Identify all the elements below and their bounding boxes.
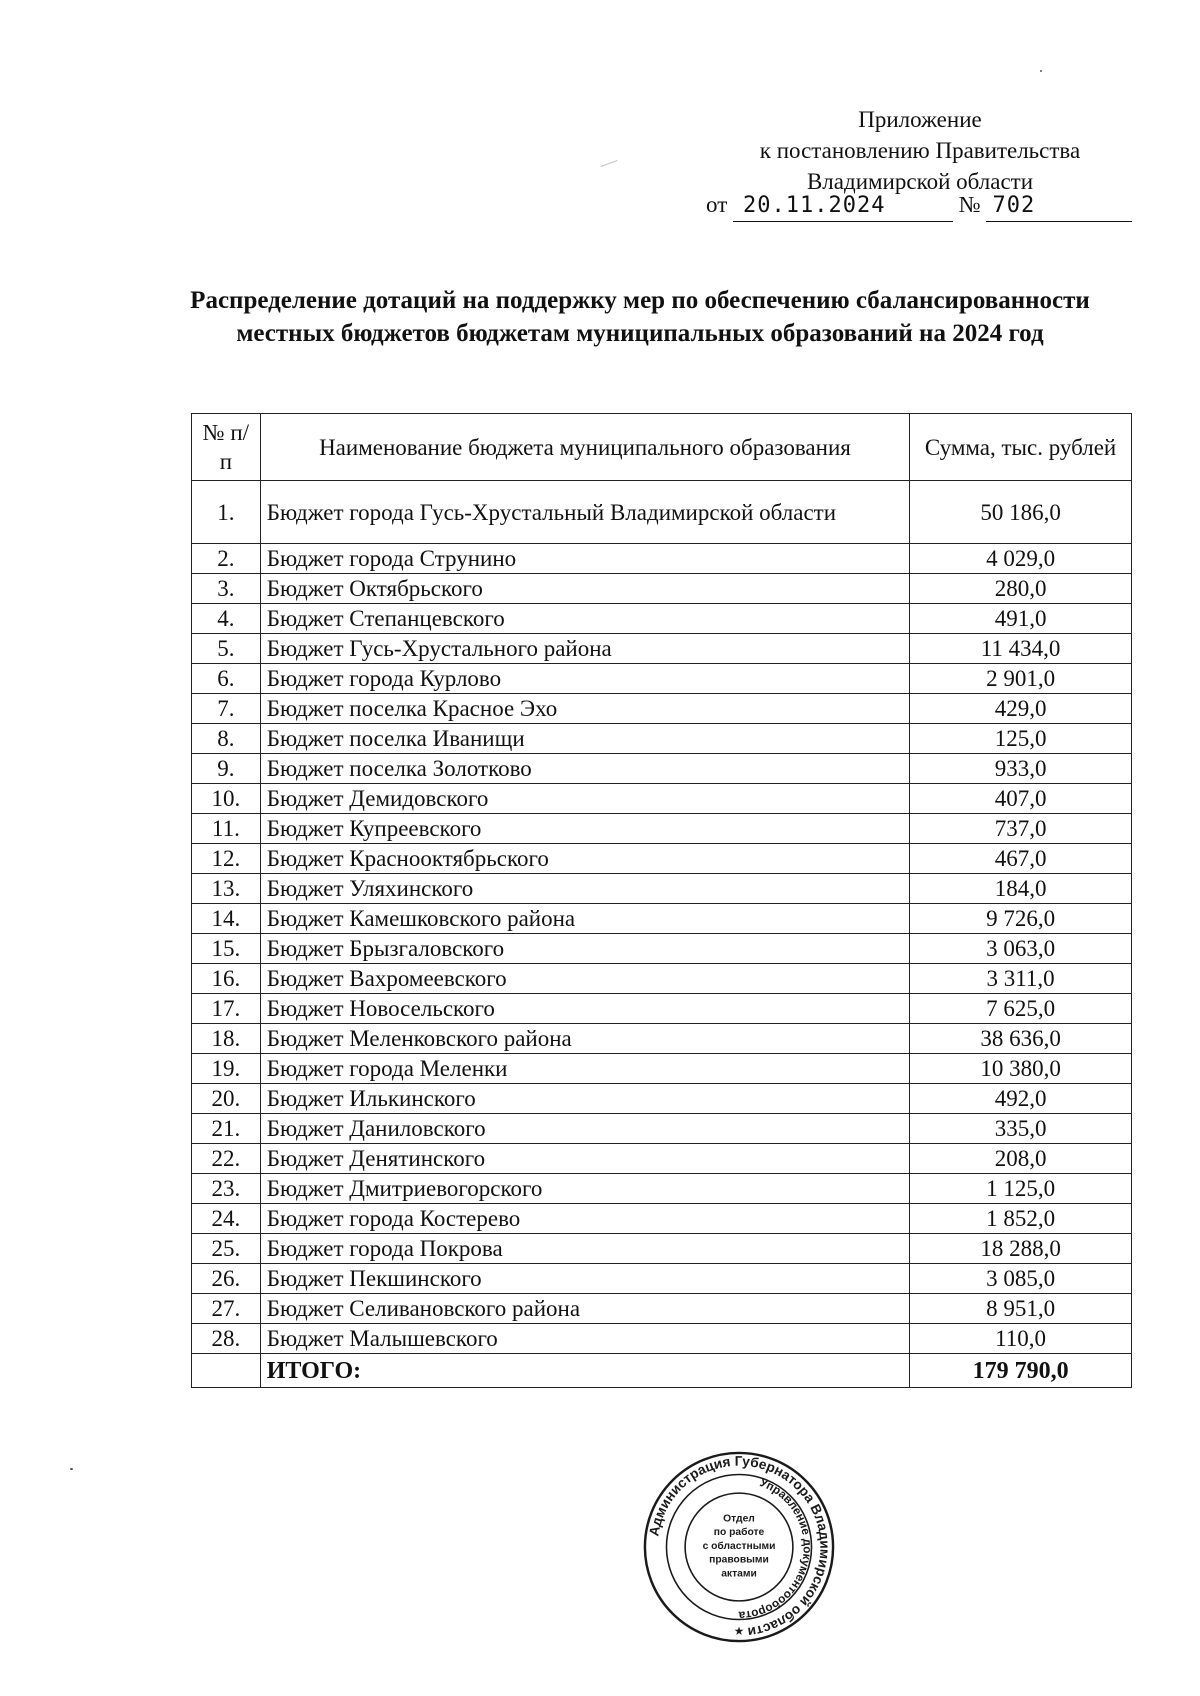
- appendix-label: Приложение: [858, 107, 982, 132]
- row-number: 24.: [192, 1204, 261, 1234]
- row-sum: 208,0: [910, 1144, 1132, 1174]
- row-sum: 467,0: [910, 844, 1132, 874]
- table-row: [192, 1204, 1132, 1234]
- table-row: [192, 1324, 1132, 1354]
- row-name: Бюджет Илькинского: [260, 1084, 909, 1114]
- row-name: Бюджет Брызгаловского: [260, 934, 909, 964]
- row-sum: 933,0: [910, 754, 1132, 784]
- table-row: [192, 1114, 1132, 1144]
- row-number: 22.: [192, 1144, 261, 1174]
- region-name: Владимирской области: [806, 169, 1034, 194]
- row-name: Бюджет Гусь-Хрустального района: [260, 634, 909, 664]
- row-sum: 4 029,0: [910, 544, 1132, 574]
- row-number: 12.: [192, 844, 261, 874]
- row-number: 18.: [192, 1024, 261, 1054]
- header-no: № п/п: [192, 414, 261, 481]
- table-row: [192, 1144, 1132, 1174]
- header-name: Наименование бюджета муниципального образования: [260, 414, 909, 481]
- row-number: 5.: [192, 634, 261, 664]
- stamp-ring-inner: Управление документооборота: [738, 1476, 814, 1622]
- row-sum: 3 063,0: [910, 934, 1132, 964]
- row-sum: 110,0: [910, 1324, 1132, 1354]
- row-name: Бюджет Демидовского: [260, 784, 909, 814]
- number-label: №: [958, 192, 981, 217]
- table-row: [192, 634, 1132, 664]
- from-label: от: [706, 192, 728, 217]
- row-name: Бюджет Меленковского района: [260, 1024, 909, 1054]
- row-name: Бюджет Октябрьского: [260, 574, 909, 604]
- row-name: Бюджет Денятинского: [260, 1144, 909, 1174]
- row-name: Бюджет Дмитриевогорского: [260, 1174, 909, 1204]
- row-sum: 407,0: [910, 784, 1132, 814]
- table-row: [192, 754, 1132, 784]
- row-name: Бюджет города Гусь-Хрустальный Владимирской области: [260, 481, 909, 544]
- row-sum: 3 311,0: [910, 964, 1132, 994]
- row-name: Бюджет Краснооктябрьского: [260, 844, 909, 874]
- row-sum: 1 852,0: [910, 1204, 1132, 1234]
- table-row: [192, 664, 1132, 694]
- row-sum: 184,0: [910, 874, 1132, 904]
- row-name: Бюджет Вахромеевского: [260, 964, 909, 994]
- row-number: 2.: [192, 544, 261, 574]
- total-no-cell: [192, 1354, 261, 1388]
- row-number: 21.: [192, 1114, 261, 1144]
- row-name: Бюджет города Меленки: [260, 1054, 909, 1084]
- row-number: 19.: [192, 1054, 261, 1084]
- row-sum: 18 288,0: [910, 1234, 1132, 1264]
- stamp-center-line: Отдел: [723, 1513, 755, 1525]
- row-number: 20.: [192, 1084, 261, 1114]
- row-sum: 335,0: [910, 1114, 1132, 1144]
- row-name: Бюджет Степанцевского: [260, 604, 909, 634]
- row-name: Бюджет города Покрова: [260, 1234, 909, 1264]
- row-name: Бюджет поселка Золотково: [260, 754, 909, 784]
- row-sum: 8 951,0: [910, 1294, 1132, 1324]
- official-stamp: [641, 1449, 837, 1645]
- table-row: [192, 724, 1132, 754]
- table-row: [192, 1294, 1132, 1324]
- row-number: 16.: [192, 964, 261, 994]
- row-sum: 3 085,0: [910, 1264, 1132, 1294]
- distribution-table: [191, 413, 1132, 1388]
- table-header-row: [192, 414, 1132, 481]
- stamp-center-line: актами: [721, 1568, 757, 1580]
- stamp-center-line: правовыми: [709, 1554, 769, 1566]
- row-number: 23.: [192, 1174, 261, 1204]
- table-row: [192, 904, 1132, 934]
- row-name: Бюджет города Курлово: [260, 664, 909, 694]
- table-row: [192, 1234, 1132, 1264]
- table-row: [192, 544, 1132, 574]
- row-name: Бюджет поселка Красное Эхо: [260, 694, 909, 724]
- row-name: Бюджет Пекшинского: [260, 1264, 909, 1294]
- row-name: Бюджет Купреевского: [260, 814, 909, 844]
- row-sum: 429,0: [910, 694, 1132, 724]
- document-title: Распределение дотаций на поддержку мер по обеспечению сбалансированности местных бюджетов бюджетам муниципальных образований на 2024 год: [190, 287, 1090, 347]
- row-name: Бюджет Уляхинского: [260, 874, 909, 904]
- row-number: 6.: [192, 664, 261, 694]
- table-row: [192, 874, 1132, 904]
- stamp-ring-outer: Администрация Губернатора Владимирской области: [646, 1453, 833, 1640]
- row-number: 27.: [192, 1294, 261, 1324]
- row-sum: 38 636,0: [910, 1024, 1132, 1054]
- decree-date: 20.11.2024: [733, 190, 953, 222]
- row-number: 28.: [192, 1324, 261, 1354]
- row-number: 15.: [192, 934, 261, 964]
- appendix-header: [700, 104, 1140, 197]
- table-row: [192, 1084, 1132, 1114]
- row-name: Бюджет Даниловского: [260, 1114, 909, 1144]
- row-number: 14.: [192, 904, 261, 934]
- row-sum: 11 434,0: [910, 634, 1132, 664]
- row-sum: 9 726,0: [910, 904, 1132, 934]
- table-row: [192, 964, 1132, 994]
- row-number: 26.: [192, 1264, 261, 1294]
- row-name: Бюджет Камешковского района: [260, 904, 909, 934]
- row-number: 8.: [192, 724, 261, 754]
- decree-date-number: [706, 189, 1132, 222]
- resolution-ref: к постановлению Правительства: [759, 138, 1081, 163]
- row-sum: 10 380,0: [910, 1054, 1132, 1084]
- row-number: 1.: [192, 481, 261, 544]
- row-number: 4.: [192, 604, 261, 634]
- table-row: [192, 784, 1132, 814]
- scan-speck: [1040, 70, 1042, 72]
- table-row: [192, 1264, 1132, 1294]
- table-row: [192, 814, 1132, 844]
- row-sum: 280,0: [910, 574, 1132, 604]
- row-sum: 50 186,0: [910, 481, 1132, 544]
- table-row: [192, 844, 1132, 874]
- row-name: Бюджет города Струнино: [260, 544, 909, 574]
- row-sum: 492,0: [910, 1084, 1132, 1114]
- table-row: [192, 694, 1132, 724]
- row-number: 13.: [192, 874, 261, 904]
- table-row: [192, 1174, 1132, 1204]
- table-row: [192, 994, 1132, 1024]
- row-name: Бюджет Новосельского: [260, 994, 909, 1024]
- row-number: 3.: [192, 574, 261, 604]
- table-row: [192, 481, 1132, 544]
- row-name: Бюджет поселка Иванищи: [260, 724, 909, 754]
- total-row: [192, 1354, 1132, 1388]
- scan-speck: [70, 1468, 73, 1470]
- row-sum: 125,0: [910, 724, 1132, 754]
- row-sum: 737,0: [910, 814, 1132, 844]
- row-number: 7.: [192, 694, 261, 724]
- row-name: Бюджет Малышевского: [260, 1324, 909, 1354]
- table-body: [192, 481, 1132, 1354]
- stamp-center-text: [703, 1514, 776, 1580]
- stamp-center-line: по работе: [713, 1527, 765, 1539]
- row-number: 11.: [192, 814, 261, 844]
- header-sum: Сумма, тыс. рублей: [910, 414, 1132, 481]
- row-number: 10.: [192, 784, 261, 814]
- stamp-star-icon: ★: [733, 1624, 745, 1639]
- row-sum: 2 901,0: [910, 664, 1132, 694]
- total-label: ИТОГО:: [260, 1354, 909, 1388]
- row-number: 25.: [192, 1234, 261, 1264]
- total-sum: 179 790,0: [910, 1354, 1132, 1388]
- row-name: Бюджет Селивановского района: [260, 1294, 909, 1324]
- row-sum: 7 625,0: [910, 994, 1132, 1024]
- table-row: [192, 1054, 1132, 1084]
- table-row: [192, 574, 1132, 604]
- row-sum: 1 125,0: [910, 1174, 1132, 1204]
- row-sum: 491,0: [910, 604, 1132, 634]
- decree-number: 702: [986, 190, 1132, 222]
- row-name: Бюджет города Костерево: [260, 1204, 909, 1234]
- scan-mark: [600, 160, 617, 167]
- row-number: 17.: [192, 994, 261, 1024]
- stamp-center-line: с областными: [702, 1540, 776, 1552]
- table-row: [192, 1024, 1132, 1054]
- row-number: 9.: [192, 754, 261, 784]
- table-row: [192, 934, 1132, 964]
- table-row: [192, 604, 1132, 634]
